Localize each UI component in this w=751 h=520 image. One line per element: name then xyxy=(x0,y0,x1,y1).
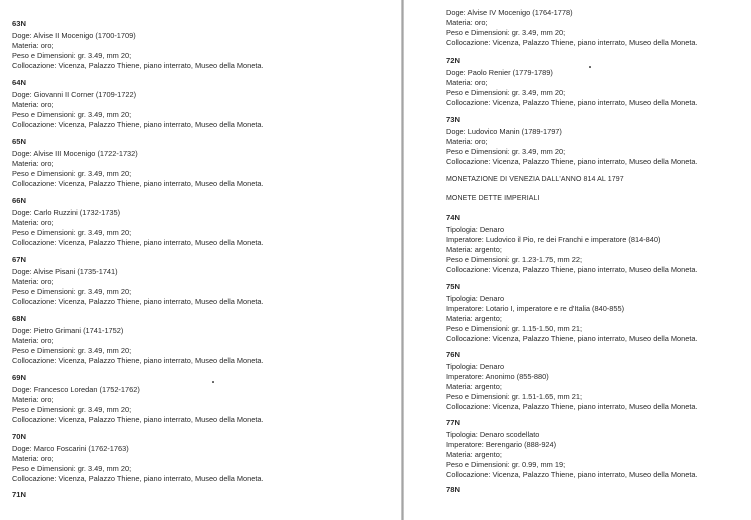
collocazione-line: Collocazione: Vicenza, Palazzo Thiene, piano interrato, Museo della Moneta. xyxy=(446,265,698,274)
materia-line: Materia: argento; xyxy=(446,382,502,391)
subsection-heading: MONETE DETTE IMPERIALI xyxy=(446,195,540,202)
entry-number: 75N xyxy=(446,282,460,291)
collocazione-line: Collocazione: Vicenza, Palazzo Thiene, piano interrato, Museo della Moneta. xyxy=(446,38,698,47)
entry-number: 78N xyxy=(446,485,460,494)
doge-line: Doge: Alvise IV Mocenigo (1764-1778) xyxy=(446,8,573,17)
imperatore-line: Imperatore: Anonimo (855-880) xyxy=(446,372,549,381)
entry-number: 68N xyxy=(12,314,26,323)
entry-number: 73N xyxy=(446,115,460,124)
materia-line: Materia: oro; xyxy=(446,18,488,27)
entry-number: 74N xyxy=(446,213,460,222)
coin-entry-continued xyxy=(446,8,698,48)
peso-line: Peso e Dimensioni: gr. 3.49, mm 20; xyxy=(12,287,132,296)
doge-line: Doge: Alvise III Mocenigo (1722-1732) xyxy=(12,149,138,158)
peso-line: Peso e Dimensioni: gr. 3.49, mm 20; xyxy=(446,88,566,97)
materia-line: Materia: oro; xyxy=(12,277,54,286)
collocazione-line: Collocazione: Vicenza, Palazzo Thiene, piano interrato, Museo della Moneta. xyxy=(446,402,698,411)
imperatore-line: Imperatore: Lotario I, imperatore e re d'Italia (840-855) xyxy=(446,304,625,313)
materia-line: Materia: oro; xyxy=(12,159,54,168)
peso-line: Peso e Dimensioni: gr. 3.49, mm 20; xyxy=(12,346,132,355)
peso-line: Peso e Dimensioni: gr. 3.49, mm 20; xyxy=(12,169,132,178)
collocazione-line: Collocazione: Vicenza, Palazzo Thiene, piano interrato, Museo della Moneta. xyxy=(446,157,698,166)
doge-line: Doge: Marco Foscarini (1762-1763) xyxy=(12,444,129,453)
tipologia-line: Tipologia: Denaro xyxy=(446,225,505,234)
tipologia-line: Tipologia: Denaro xyxy=(446,362,505,371)
right-page xyxy=(404,0,751,520)
collocazione-line: Collocazione: Vicenza, Palazzo Thiene, piano interrato, Museo della Moneta. xyxy=(12,474,264,483)
materia-line: Materia: oro; xyxy=(12,41,54,50)
materia-line: Materia: oro; xyxy=(12,454,54,463)
collocazione-line: Collocazione: Vicenza, Palazzo Thiene, piano interrato, Museo della Moneta. xyxy=(12,120,264,129)
materia-line: Materia: oro; xyxy=(12,336,54,345)
peso-line: Peso e Dimensioni: gr. 3.49, mm 20; xyxy=(446,28,566,37)
tipologia-line: Tipologia: Denaro xyxy=(446,294,505,303)
coin-entry-63n xyxy=(12,19,264,71)
imperatore-line: Imperatore: Ludovico il Pio, re dei Franchi e imperatore (814-840) xyxy=(446,235,661,244)
imperatore-line: Imperatore: Berengario (888-924) xyxy=(446,440,557,449)
peso-line: Peso e Dimensioni: gr. 3.49, mm 20; xyxy=(12,110,132,119)
collocazione-line: Collocazione: Vicenza, Palazzo Thiene, piano interrato, Museo della Moneta. xyxy=(446,470,698,479)
entry-number: 70N xyxy=(12,432,26,441)
collocazione-line: Collocazione: Vicenza, Palazzo Thiene, piano interrato, Museo della Moneta. xyxy=(446,98,698,107)
entry-number: 66N xyxy=(12,196,26,205)
entry-number: 72N xyxy=(446,56,460,65)
entry-number: 71N xyxy=(12,490,26,499)
doge-line: Doge: Ludovico Manin (1789-1797) xyxy=(446,127,562,136)
coin-entry-67n xyxy=(12,255,264,307)
doge-line: Doge: Carlo Ruzzini (1732-1735) xyxy=(12,208,121,217)
materia-line: Materia: oro; xyxy=(12,100,54,109)
entry-number: 67N xyxy=(12,255,26,264)
entry-number: 76N xyxy=(446,350,460,359)
doge-line: Doge: Giovanni II Corner (1709-1722) xyxy=(12,90,137,99)
collocazione-line: Collocazione: Vicenza, Palazzo Thiene, piano interrato, Museo della Moneta. xyxy=(446,334,698,343)
materia-line: Materia: oro; xyxy=(446,137,488,146)
coin-entry-69n xyxy=(12,373,264,425)
peso-line: Peso e Dimensioni: gr. 1.51-1.65, mm 21; xyxy=(446,392,582,401)
entry-number: 65N xyxy=(12,137,26,146)
materia-line: Materia: argento; xyxy=(446,450,502,459)
peso-line: Peso e Dimensioni: gr. 1.23-1.75, mm 22; xyxy=(446,255,582,264)
collocazione-line: Collocazione: Vicenza, Palazzo Thiene, piano interrato, Museo della Moneta. xyxy=(12,297,264,306)
coin-entry-70n xyxy=(12,432,264,484)
peso-line: Peso e Dimensioni: gr. 1.15-1.50, mm 21; xyxy=(446,324,582,333)
entry-number: 69N xyxy=(12,373,26,382)
peso-line: Peso e Dimensioni: gr. 3.49, mm 20; xyxy=(12,464,132,473)
entry-number: 64N xyxy=(12,78,26,87)
materia-line: Materia: oro; xyxy=(446,78,488,87)
doge-line: Doge: Pietro Grimani (1741-1752) xyxy=(12,326,124,335)
coin-entry-77n xyxy=(446,418,698,480)
doge-line: Doge: Paolo Renier (1779-1789) xyxy=(446,68,553,77)
tipologia-line: Tipologia: Denaro scodellato xyxy=(446,430,540,439)
peso-line: Peso e Dimensioni: gr. 3.49, mm 20; xyxy=(12,228,132,237)
materia-line: Materia: oro; xyxy=(12,395,54,404)
doge-line: Doge: Alvise Pisani (1735-1741) xyxy=(12,267,118,276)
coin-entry-71n xyxy=(12,490,26,502)
collocazione-line: Collocazione: Vicenza, Palazzo Thiene, piano interrato, Museo della Moneta. xyxy=(12,61,264,70)
doge-line: Doge: Alvise II Mocenigo (1700-1709) xyxy=(12,31,136,40)
collocazione-line: Collocazione: Vicenza, Palazzo Thiene, piano interrato, Museo della Moneta. xyxy=(12,179,264,188)
peso-line: Peso e Dimensioni: gr. 0.99, mm 19; xyxy=(446,460,566,469)
coin-entry-75n xyxy=(446,282,698,344)
peso-line: Peso e Dimensioni: gr. 3.49, mm 20; xyxy=(446,147,566,156)
coin-entry-74n xyxy=(446,213,698,275)
coin-entry-73n xyxy=(446,115,698,167)
materia-line: Materia: argento; xyxy=(446,314,502,323)
coin-entry-65n xyxy=(12,137,264,189)
peso-line: Peso e Dimensioni: gr. 3.49, mm 20; xyxy=(12,51,132,60)
coin-entry-76n xyxy=(446,350,698,412)
coin-entry-78n xyxy=(446,485,460,497)
scan-speck xyxy=(589,66,591,68)
section-heading: MONETAZIONE DI VENEZIA DALL'ANNO 814 AL 1797 xyxy=(446,176,624,183)
collocazione-line: Collocazione: Vicenza, Palazzo Thiene, piano interrato, Museo della Moneta. xyxy=(12,238,264,247)
collocazione-line: Collocazione: Vicenza, Palazzo Thiene, piano interrato, Museo della Moneta. xyxy=(12,415,264,424)
coin-entry-66n xyxy=(12,196,264,248)
coin-entry-64n xyxy=(12,78,264,130)
entry-number: 77N xyxy=(446,418,460,427)
materia-line: Materia: argento; xyxy=(446,245,502,254)
doge-line: Doge: Francesco Loredan (1752-1762) xyxy=(12,385,140,394)
materia-line: Materia: oro; xyxy=(12,218,54,227)
coin-entry-68n xyxy=(12,314,264,366)
collocazione-line: Collocazione: Vicenza, Palazzo Thiene, piano interrato, Museo della Moneta. xyxy=(12,356,264,365)
peso-line: Peso e Dimensioni: gr. 3.49, mm 20; xyxy=(12,405,132,414)
entry-number: 63N xyxy=(12,19,26,28)
scan-speck xyxy=(212,381,214,383)
coin-entry-72n xyxy=(446,56,698,108)
